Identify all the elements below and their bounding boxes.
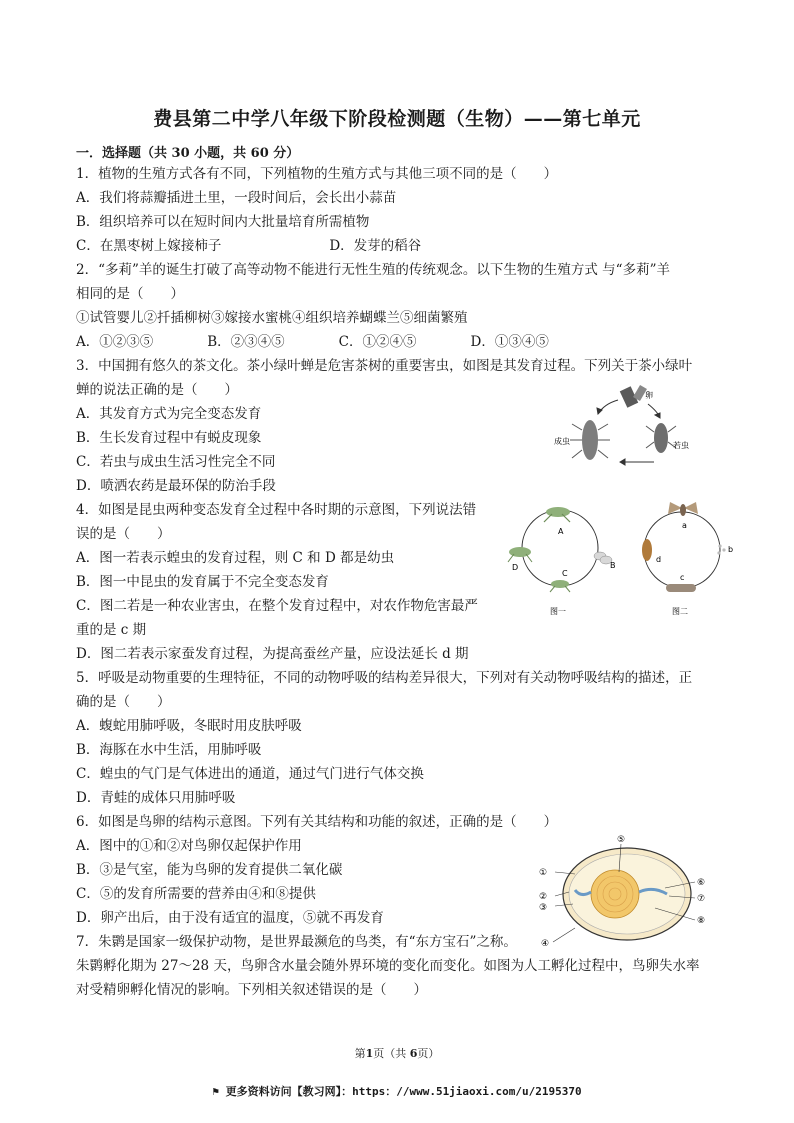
fig2-label-d: d bbox=[656, 555, 662, 564]
question-line: C．图二若是一种农业害虫，在整个发育过程中，对农作物危害最严 bbox=[76, 598, 478, 614]
question-line: 3．中国拥有悠久的茶文化。茶小绿叶蝉是危害茶树的重要害虫，如图是其发育过程。下列关于茶小绿叶 bbox=[76, 358, 693, 374]
cycle-arrows bbox=[597, 400, 660, 465]
figure-two-cycle bbox=[642, 502, 733, 616]
page-footer bbox=[0, 1045, 794, 1061]
question-line: B．③是气室，能为鸟卵的发育提供二氧化碳 bbox=[76, 862, 343, 878]
footer-page-number: 1 bbox=[365, 1047, 374, 1060]
resource-banner[interactable] bbox=[0, 1083, 794, 1099]
yolk-icon bbox=[591, 870, 639, 918]
page-title: 费县第二中学八年级下阶段检测题（生物）——第七单元 bbox=[153, 108, 641, 130]
question-line: C．⑤的发育所需要的营养由④和⑧提供 bbox=[76, 886, 316, 902]
question-line: 朱鹮孵化期为 27～28 天，鸟卵含水量会随外界环境的变化而变化。如图为人工孵化过程中，鸟卵失水率 bbox=[76, 958, 700, 974]
question-line: 误的是（ ） bbox=[76, 526, 171, 542]
flag-icon: ⚑ bbox=[212, 1085, 226, 1098]
leafhopper-cycle-figure bbox=[548, 382, 698, 474]
question-line: D．图二若表示家蚕发育过程，为提高蚕丝产量，应设法延长 d 期 bbox=[76, 646, 469, 662]
question-line: A．图中的①和②对鸟卵仅起保护作用 bbox=[76, 838, 302, 854]
question-line: B．生长发育过程中有蜕皮现象 bbox=[76, 430, 262, 446]
egg-label-5: ⑤ bbox=[617, 835, 626, 845]
question-line: B．图一中昆虫的发育属于不完全变态发育 bbox=[76, 574, 329, 590]
grasshopper-adult-icon bbox=[544, 507, 570, 522]
question-line: 7．朱鹮是国家一级保护动物，是世界最濒危的鸟类，有“东方宝石”之称。 bbox=[76, 934, 517, 950]
pupa-icon bbox=[642, 539, 652, 561]
question-line: A．其发育方式为完全变态发育 bbox=[76, 406, 262, 422]
egg-label-6: ⑥ bbox=[697, 878, 706, 888]
egg-label-7: ⑦ bbox=[697, 894, 706, 904]
question-line: 4．如图是昆虫两种变态发育全过程中各时期的示意图，下列说法错 bbox=[76, 502, 477, 518]
fig2-label-b: b bbox=[728, 545, 734, 554]
metamorphosis-figure bbox=[500, 498, 740, 616]
question-line: B．海豚在水中生活，用肺呼吸 bbox=[76, 742, 262, 758]
silkworm-egg-icon bbox=[717, 544, 725, 554]
question-line: 相同的是（ ） bbox=[76, 286, 184, 302]
grasshopper-large-nymph-icon bbox=[508, 547, 532, 562]
bird-egg-figure bbox=[535, 832, 715, 950]
egg-label-4: ④ bbox=[541, 939, 550, 949]
fig1-label-d: D bbox=[512, 563, 519, 572]
banner-text[interactable]: 更多资料访问【教习网】：https：//www.51jiaoxi.com/u/2195370 bbox=[225, 1085, 582, 1098]
question-line: C．若虫与成虫生活习性完全不同 bbox=[76, 454, 276, 470]
adult-insect-icon bbox=[570, 420, 610, 460]
fig2-label-a: a bbox=[682, 521, 687, 530]
question-line: D．青蛙的成体只用肺呼吸 bbox=[76, 790, 236, 806]
question-line: A．我们将蒜瓣插进土里，一段时间后，会长出小蒜苗 bbox=[76, 190, 397, 206]
footer-total-pages: 6 bbox=[409, 1047, 418, 1060]
question-line: 6．如图是鸟卵的结构示意图。下列有关其结构和功能的叙述，正确的是（ ） bbox=[76, 814, 558, 830]
question-line: C．在黑枣树上嫁接柿子 D．发芽的稻谷 bbox=[76, 238, 422, 254]
egg-label: 卵 bbox=[645, 391, 653, 400]
fig1-label-c: C bbox=[562, 569, 568, 578]
question-line: B．组织培养可以在短时间内大批量培育所需植物 bbox=[76, 214, 370, 230]
larva-icon bbox=[666, 584, 696, 592]
fig1-label-b: B bbox=[610, 561, 616, 570]
egg-label-3: ③ bbox=[539, 903, 548, 913]
fig2-caption: 图二 bbox=[672, 607, 688, 616]
grasshopper-nymph-icon bbox=[550, 580, 570, 592]
fig1-caption: 图一 bbox=[550, 607, 566, 616]
question-line: 确的是（ ） bbox=[76, 694, 171, 710]
footer-mid: 页（共 bbox=[373, 1047, 410, 1060]
question-line: 重的是 c 期 bbox=[76, 622, 147, 638]
question-line: A．①②③⑤ B．②③④⑤ C．①②④⑤ D．①③④⑤ bbox=[76, 334, 549, 350]
question-line: 蝉的说法正确的是（ ） bbox=[76, 382, 238, 398]
egg-label-1: ① bbox=[539, 868, 548, 878]
footer-prefix: 第 bbox=[354, 1047, 366, 1060]
question-line: 对受精卵孵化情况的影响。下列相关叙述错误的是（ ） bbox=[76, 982, 427, 998]
section-heading: 一．选择题（共 30 小题，共 60 分） bbox=[76, 146, 300, 161]
egg-icon bbox=[620, 385, 647, 408]
nymph-insect-icon bbox=[646, 423, 676, 453]
figure-one-cycle bbox=[508, 507, 616, 616]
question-line: ①试管婴儿②扦插柳树③嫁接水蜜桃④组织培养蝴蝶兰⑤细菌繁殖 bbox=[76, 310, 468, 326]
question-line: A．蝮蛇用肺呼吸，冬眠时用皮肤呼吸 bbox=[76, 718, 302, 734]
question-line: D．喷洒农药是最环保的防治手段 bbox=[76, 478, 276, 494]
question-line: C．蝗虫的气门是气体进出的通道，通过气门进行气体交换 bbox=[76, 766, 424, 782]
footer-suffix: 页） bbox=[417, 1047, 440, 1060]
fig2-label-c: c bbox=[680, 573, 685, 582]
egg-label-8: ⑧ bbox=[697, 916, 706, 926]
question-line: D．卵产出后，由于没有适宜的温度，⑤就不再发育 bbox=[76, 910, 384, 926]
nymph-label: 若虫 bbox=[673, 441, 689, 450]
question-line: 1．植物的生殖方式各有不同，下列植物的生殖方式与其他三项不同的是（ ） bbox=[76, 166, 558, 182]
egg-label-2: ② bbox=[539, 892, 548, 902]
question-line: A．图一若表示蝗虫的发育过程，则 C 和 D 都是幼虫 bbox=[76, 550, 395, 566]
question-line: 5．呼吸是动物重要的生理特征，不同的动物呼吸的结构差异很大，下列对有关动物呼吸结构的描述，正 bbox=[76, 670, 693, 686]
fig1-label-a: A bbox=[558, 527, 564, 536]
question-line: 2．“多莉”羊的诞生打破了高等动物不能进行无性生殖的传统观念。以下生物的生殖方式 与“多莉”羊 bbox=[76, 262, 670, 278]
adult-label: 成虫 bbox=[554, 437, 570, 446]
